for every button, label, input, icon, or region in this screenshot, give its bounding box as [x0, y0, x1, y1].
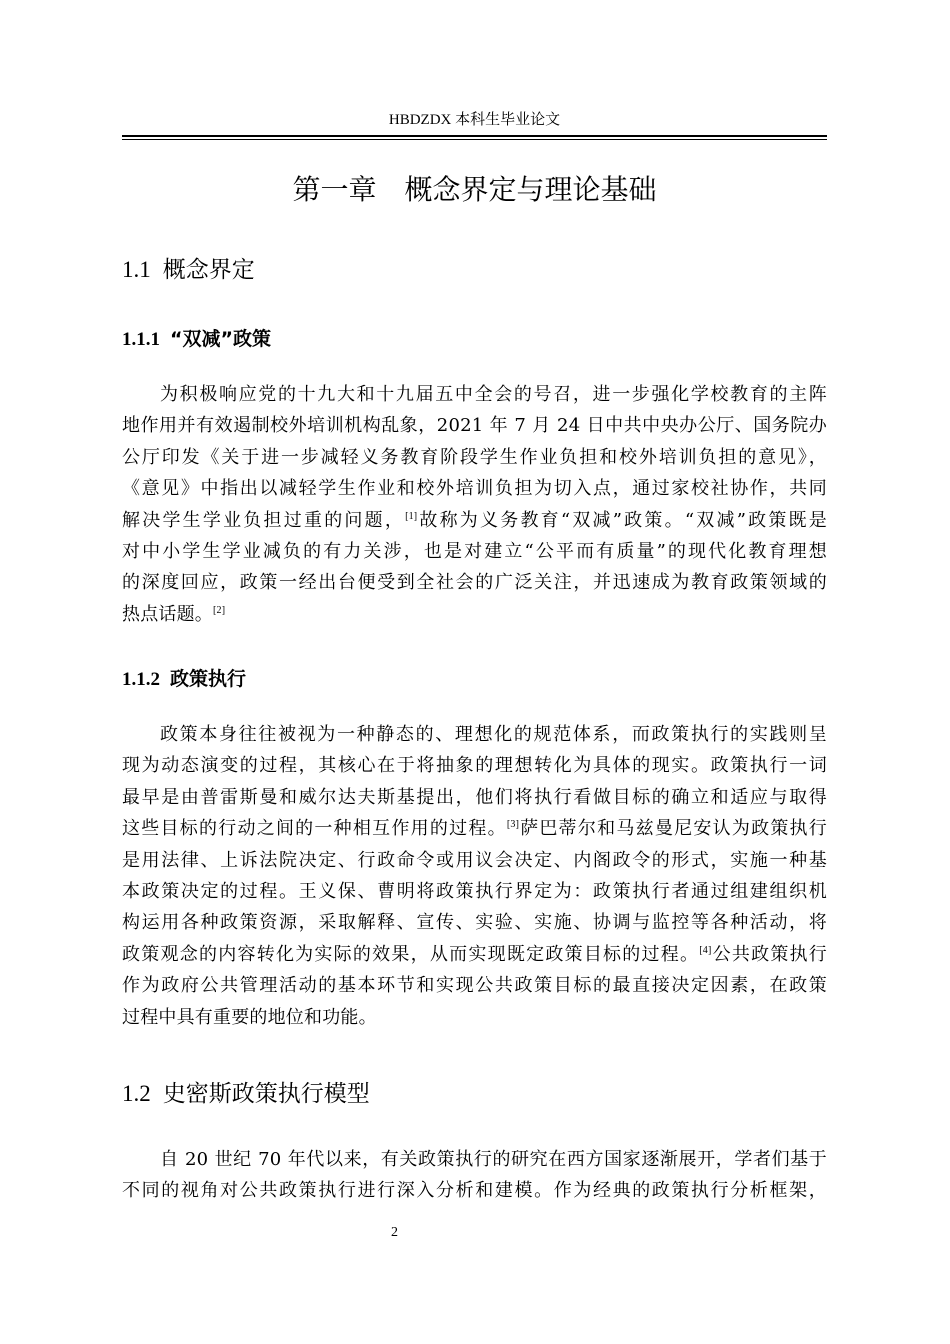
- paragraph-policy-implementation: [122, 719, 827, 1033]
- text-line: 的深度回应，政策一经出台便受到全社会的广泛关注，并迅速成为教育政策领域的: [122, 572, 827, 594]
- text-segment: 公共政策执行: [711, 943, 828, 965]
- text-line: 为积极响应党的十九大和十九届五中全会的号召，进一步强化学校教育的主阵: [160, 384, 827, 405]
- text-line: 现为动态演变的过程，其核心在于将抽象的理想转化为具体的现实。政策执行一词: [122, 755, 827, 777]
- citation-ref: [2]: [213, 604, 226, 616]
- header-rule-thin: [122, 139, 827, 140]
- paragraph-double-reduction: [122, 379, 827, 630]
- chapter-title: 第一章 概念界定与理论基础: [292, 173, 657, 206]
- citation-ref: [1]: [405, 510, 418, 522]
- section-heading-1-1: [122, 254, 255, 286]
- section-number: 1.1: [122, 257, 151, 282]
- section-title: 史密斯政策执行模型: [162, 1081, 370, 1107]
- page-number: 2: [391, 1225, 398, 1240]
- paragraph-smith-model-intro: [122, 1144, 827, 1207]
- subsection-heading-1-1-1: [122, 325, 271, 354]
- text-line: [122, 813, 827, 844]
- text-segment: 这些目标的行动之间的一种相互作用的过程。: [122, 818, 507, 840]
- citation-ref: [3]: [506, 819, 520, 831]
- text-line: 公厅印发《关于进一步减轻义务教育阶段学生作业负担和校外培训负担的意见》，: [122, 446, 827, 468]
- text-line: 本政策决定的过程。王义保、曹明将政策执行界定为：政策执行者通过组建组织机: [122, 881, 827, 903]
- text-line: 政策本身往往被视为一种静态的、理想化的规范体系，而政策执行的实践则呈: [160, 724, 827, 745]
- subsection-number: 1.1.2: [122, 669, 160, 690]
- text-line: [122, 599, 827, 630]
- text-line: 构运用各种政策资源，采取解释、宣传、实验、实施、协调与监控等各种活动，将: [122, 912, 827, 934]
- text-line: [122, 939, 827, 970]
- text-segment: 故称为义务教育“双减”政策。“双减”政策既是: [417, 509, 827, 531]
- section-heading-1-2: [122, 1078, 370, 1110]
- running-header: HBDZDX 本科生毕业论文: [388, 112, 561, 128]
- text-line: 作为政府公共管理活动的基本环节和实现公共政策目标的最直接决定因素，在政策: [122, 975, 827, 997]
- text-line: 最早是由普雷斯曼和威尔达夫斯基提出，他们将执行看做目标的确立和适应与取得: [122, 786, 827, 808]
- subsection-title: 政策执行: [170, 668, 247, 690]
- text-line: 是用法律、上诉法院决定、行政命令或用议会决定、内阁政令的形式，实施一种基: [122, 849, 827, 871]
- text-line: 地作用并有效遏制校外培训机构乱象，2021 年 7 月 24 日中共中央办公厅、国务院办: [122, 415, 827, 437]
- text-line: 过程中具有重要的地位和功能。: [122, 1006, 377, 1028]
- text-segment: 解决学生学业负担过重的问题，: [122, 509, 406, 531]
- text-segment: 政策观念的内容转化为实际的效果，从而实现既定政策目标的过程。: [122, 943, 700, 965]
- text-line: 对中小学生学业减负的有力关涉，也是对建立“公平而有质量”的现代化教育理想: [122, 541, 827, 563]
- text-segment: 萨巴蒂尔和马兹曼尼安认为政策执行: [519, 818, 828, 840]
- text-line: [122, 505, 827, 536]
- citation-ref: [4]: [699, 944, 712, 956]
- text-segment: 热点话题。: [122, 603, 213, 625]
- header-rule: [122, 135, 827, 137]
- section-number: 1.2: [122, 1081, 151, 1106]
- text-line: 《意见》中指出以减轻学生作业和校外培训负担为切入点，通过家校社协作，共同: [122, 478, 827, 500]
- subsection-title: “双减”政策: [170, 328, 271, 350]
- subsection-heading-1-1-2: [122, 665, 246, 694]
- subsection-number: 1.1.1: [122, 329, 160, 350]
- section-title: 概念界定: [162, 257, 255, 283]
- text-line: 不同的视角对公共政策执行进行深入分析和建模。作为经典的政策执行分析框架，: [122, 1180, 827, 1202]
- text-line: 自 20 世纪 70 年代以来，有关政策执行的研究在西方国家逐渐展开，学者们基于: [160, 1149, 827, 1170]
